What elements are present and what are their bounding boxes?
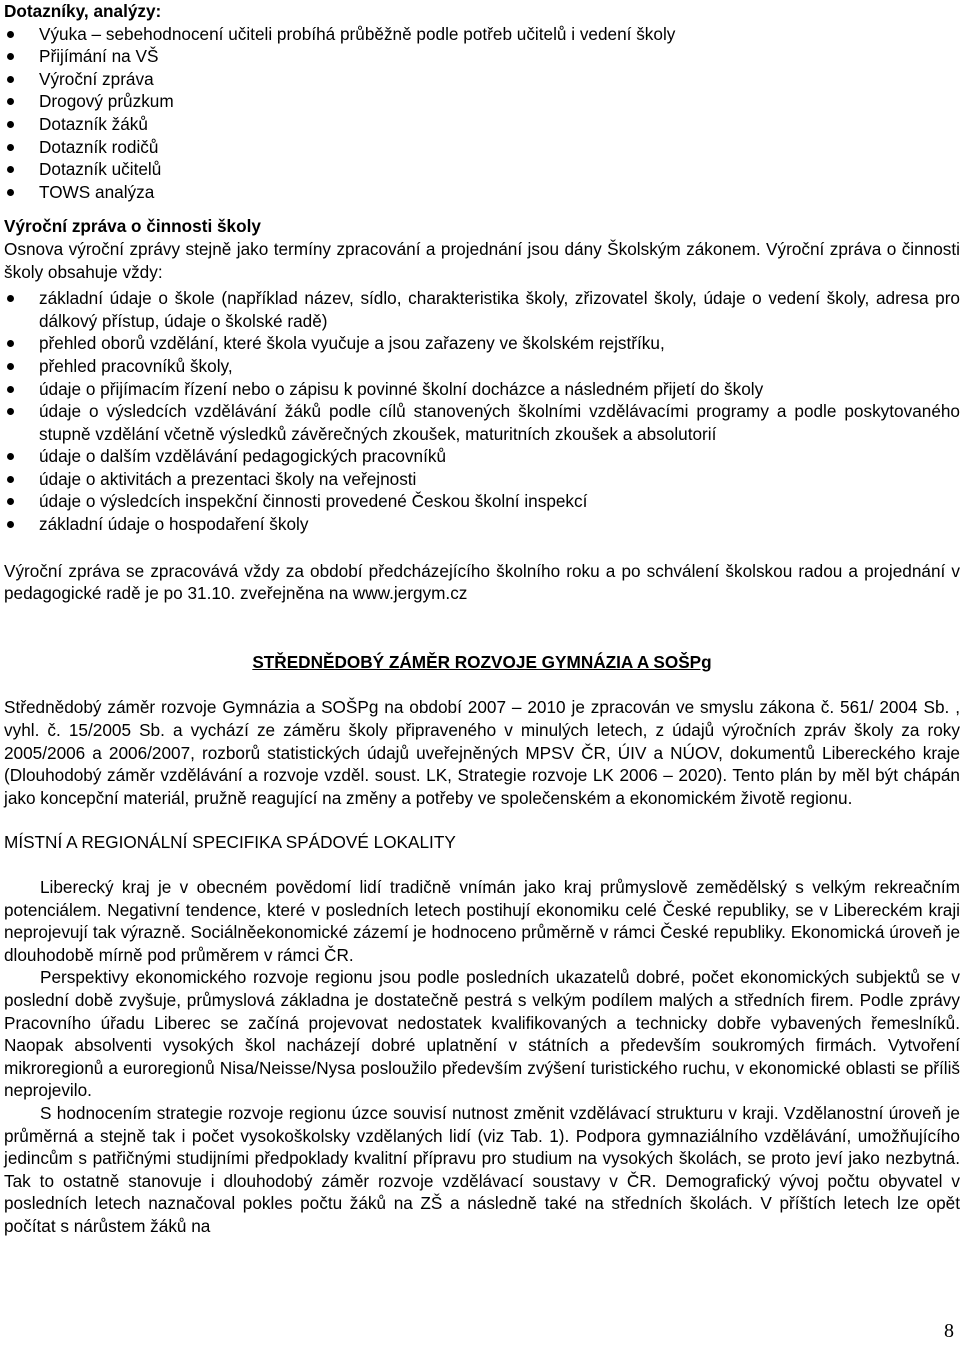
- list-item: Přijímání na VŠ: [4, 45, 960, 68]
- list-item: přehled oborů vzdělání, které škola vyučuje a jsou zařazeny ve školském rejstříku,: [4, 332, 960, 355]
- list-item: TOWS analýza: [4, 181, 960, 204]
- list-item: údaje o dalším vzdělávání pedagogických pracovníků: [4, 445, 960, 468]
- page-number: 8: [944, 1320, 954, 1342]
- questionnaire-list: [4, 23, 960, 204]
- regional-paragraph: Perspektivy ekonomického rozvoje regionu jsou podle posledních ukazatelů dobré, počet ekonomických subjektů se v poslední době zvyšuje, průmyslová základna je dostatečně pestrá s velkým podílem malých a středních firem. Podle zprávy Pracovního úřadu Liberec se začíná projevovat nedostatek kvalifikovaných a technicky dobře vybavených řemeslníků. Naopak absolventi vysokých škol nacházejí dobré uplatnění v státních a především soukromých firmách. Vytvoření mikroregionů a euroregionů Nisa/Neisse/Nysa posloužilo především zvýšení turistického ruchu, v ekonomické oblasti se příliš neprojevilo.: [4, 967, 960, 1101]
- list-item: Výuka – sebehodnocení učiteli probíhá průběžně podle potřeb učitelů i vedení školy: [4, 23, 960, 46]
- list-item: Drogový průzkum: [4, 90, 960, 113]
- list-item: údaje o přijímacím řízení nebo o zápisu k povinné školní docházce a následném přijetí do školy: [4, 378, 960, 401]
- list-item: Výroční zpráva: [4, 68, 960, 91]
- list-item: údaje o výsledcích vzdělávání žáků podle cílů stanovených školními vzdělávacími programy a podle poskytovaného stupně vzdělání včetně výsledků závěrečných zkoušek, maturitních zkoušek a absolutorií: [4, 400, 960, 445]
- regional-paragraph: Liberecký kraj je v obecném povědomí lidí tradičně vnímán jako kraj průmyslově zemědělský s velkým rekreačním potenciálem. Negativní tendence, které v posledních letech postihují ekonomiku celé České republiky, se v Libereckém kraji neprojevují tak výrazně. Sociálněekonomické zázemí je hodnoceno průměrně v rámci České republiky. Ekonomická úroveň je dlouhodobě mírně pod průměrem v rámci ČR.: [4, 877, 960, 965]
- annual-report-intro: Osnova výroční zprávy stejně jako termíny zpracování a projednání jsou dány Školským zákonem. Výroční zpráva o činnosti školy obsahuje vždy:: [4, 238, 960, 282]
- section-title-regional-specifics: MÍSTNÍ A REGIONÁLNÍ SPECIFIKA SPÁDOVÉ LOKALITY: [4, 832, 456, 853]
- list-item: Dotazník žáků: [4, 113, 960, 136]
- regional-paragraph: S hodnocením strategie rozvoje regionu úzce souvisí nutnost změnit vzdělávací strukturu v kraji. Vzdělanostní úroveň je průměrná a stejně tak i počet vysokoškolsky vzdělaných lidí (viz Tab. 1). Podpora gymnaziálního vzdělávání, umožňujícího jedincům s patřičnými studijními předpoklady kvalitní přípravu pro studium na vysokých školách, se proto jeví jako nezbytná. Tak to ostatně stanovuje i dlouhodobý záměr rozvoje vzdělávací soustavy v ČR. Demografický vývoj počtu obyvatel v posledních letech naznačoval pokles počtu žáků na ZŠ a následně také na středních školách. V příštích letech lze opět počítat s nárůstem žáků na: [4, 1102, 960, 1236]
- section-title-development-plan: STŘEDNĚDOBÝ ZÁMĚR ROZVOJE GYMNÁZIA A SOŠPg: [252, 651, 712, 672]
- list-item: Dotazník rodičů: [4, 136, 960, 159]
- list-item: základní údaje o hospodaření školy: [4, 513, 960, 536]
- document-page: [4, 0, 960, 1238]
- list-item: Dotazník učitelů: [4, 158, 960, 181]
- annual-report-contents-list: [4, 287, 960, 536]
- list-item: přehled pracovníků školy,: [4, 355, 960, 378]
- list-item: údaje o výsledcích inspekční činnosti provedené Českou školní inspekcí: [4, 490, 960, 513]
- annual-report-closing: Výroční zpráva se zpracovává vždy za období předcházejícího školního roku a po schválení školskou radou a projednání v pedagogické radě je po 31.10. zveřejněna na www.jergym.cz: [4, 560, 960, 604]
- section-title-questionnaires: Dotazníky, analýzy:: [4, 1, 162, 21]
- section-title-annual-report: Výroční zpráva o činnosti školy: [4, 216, 261, 237]
- list-item: základní údaje o škole (například název, sídlo, charakteristika školy, zřizovatel školy, údaje o vedení školy, adresa pro dálkový přístup, údaje o školské radě): [4, 287, 960, 332]
- development-plan-paragraph: Střednědobý záměr rozvoje Gymnázia a SOŠPg na období 2007 – 2010 je zpracován ve smyslu zákona č. 561/ 2004 Sb. , vyhl. č. 15/2005 Sb. a vychází ze záměru školy připraveného v minulých letech, z údajů výročních zpráv školy za roky 2005/2006 a 2006/2007, rozborů statistických údajů uveřejněných MPSV ČR, ÚIV a NÚOV, dokumentů Libereckého kraje (Dlouhodobý záměr vzdělávání a rozvoje vzděl. soust. LK, Strategie rozvoje LK 2006 – 2020). Tento plán by měl být chápán jako koncepční materiál, pružně reagující na změny a potřeby ve společenském a ekonomickém životě regionu.: [4, 697, 960, 808]
- list-item: údaje o aktivitách a prezentaci školy na veřejnosti: [4, 468, 960, 491]
